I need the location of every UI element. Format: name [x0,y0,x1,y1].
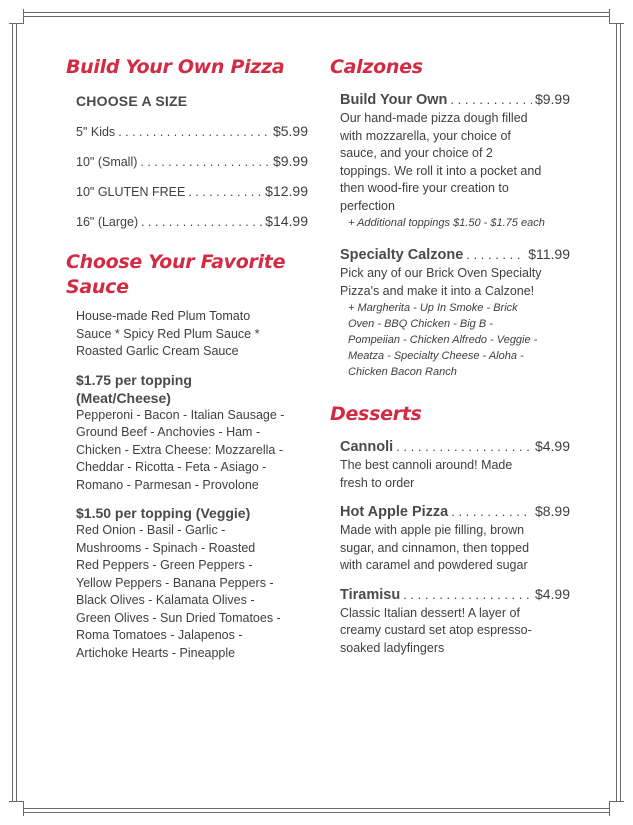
size-label: 16" (Large) [76,215,139,229]
menu-item-header [340,437,570,457]
size-price: $12.99 [265,183,308,199]
item-name: Cannoli [340,439,394,455]
item-note: + Additional toppings $1.50 - $1.75 each [348,217,545,229]
item-name: Build Your Own [340,92,448,108]
dot-leader [140,154,270,170]
dot-leader [188,184,262,200]
dot-leader [141,214,262,230]
size-row [76,153,308,170]
menu-item-header [340,585,570,605]
dot-leader [118,124,270,140]
menu-item-header [340,90,570,110]
item-price: $11.99 [528,246,570,262]
menu-item [340,437,570,492]
meat-topping-heading: $1.75 per topping (Meat/Cheese) [76,371,192,406]
size-row [76,213,308,230]
menu-item [340,502,570,575]
item-price: $4.99 [534,438,570,454]
size-label: 10" (Small) [76,155,138,169]
item-price: $8.99 [534,503,570,519]
item-description: Pick any of our Brick Oven Specialty Pizza's and make it into a Calzone! [340,266,542,298]
border-corner-notch [609,801,624,816]
menu-item-header [340,502,570,522]
left-column [66,55,308,662]
pizza-section-title: Build Your Own Pizza [66,56,285,78]
sauce-section-title: Choose Your Favorite Sauce [66,251,286,298]
item-note: + Margherita - Up In Smoke - Brick Oven - BBQ Chicken - Big B - Pompeiian - Chicken Alfredo - Veggie - Meatza - Specialty Cheese - Aloha - Chicken Bacon Ranch [348,302,538,378]
size-price: $9.99 [272,153,308,169]
size-label: 10" GLUTEN FREE [76,185,186,199]
item-price: $4.99 [534,585,570,602]
item-description: Made with apple pie filling, brown sugar, and cinnamon, then topped with caramel and powdered sugar [340,523,530,572]
dot-leader [450,92,532,107]
item-description: Our hand-made pizza dough filled with mozzarella, your choice of sauce, and your choice of 2 toppings. We roll it into a pocket and then wood-fire your creation to perfection [340,111,542,213]
size-row [76,183,308,200]
item-name: Hot Apple Pizza [340,504,449,520]
item-description: The best cannoli around! Made fresh to order [340,458,513,490]
desserts-section-title: Desserts [330,403,422,425]
veggie-topping-list: Red Onion - Basil - Garlic - Mushrooms - Spinach - Roasted Red Peppers - Green Peppers - Yellow Peppers - Banana Peppers - Black Olives - Kalamata Olives - Green Olives - Sun Dried Tomatoes - Roma Tomatoes - Jalapenos - Artichoke Hearts - Pineapple [76,523,281,660]
calzones-section-title: Calzones [330,56,423,78]
size-row [76,123,308,140]
size-price: $14.99 [265,213,308,229]
menu-item [340,90,570,231]
size-label: 5" Kids [76,125,116,139]
veggie-topping-heading: $1.50 per topping (Veggie) [76,505,251,521]
menu-item-header [340,245,570,265]
size-heading: CHOOSE A SIZE [76,93,188,109]
item-description: Classic Italian dessert! A layer of creamy custard set atop espresso-soaked ladyfingers [340,605,532,655]
dot-leader [403,587,532,602]
dot-leader [396,439,532,454]
item-price: $9.99 [534,91,570,107]
menu-item [340,585,570,658]
item-name: Specialty Calzone [340,247,464,263]
menu-item [340,245,570,380]
border-corner-notch [9,801,24,816]
border-corner-notch [609,9,624,24]
meat-topping-list: Pepperoni - Bacon - Italian Sausage - Ground Beef - Anchovies - Ham - Chicken - Extra Cheese: Mozzarella - Cheddar - Ricotta - Feta - Asiago - Romano - Parmesan - Provolone [76,407,285,492]
dot-leader [466,247,525,262]
border-corner-notch [9,9,24,24]
sauce-options: House-made Red Plum Tomato Sauce * Spicy Red Plum Sauce * Roasted Garlic Cream Sauce [76,309,260,358]
item-name: Tiramisu [340,586,401,603]
dot-leader [451,504,532,519]
size-price: $5.99 [272,123,308,139]
right-column [330,55,570,657]
